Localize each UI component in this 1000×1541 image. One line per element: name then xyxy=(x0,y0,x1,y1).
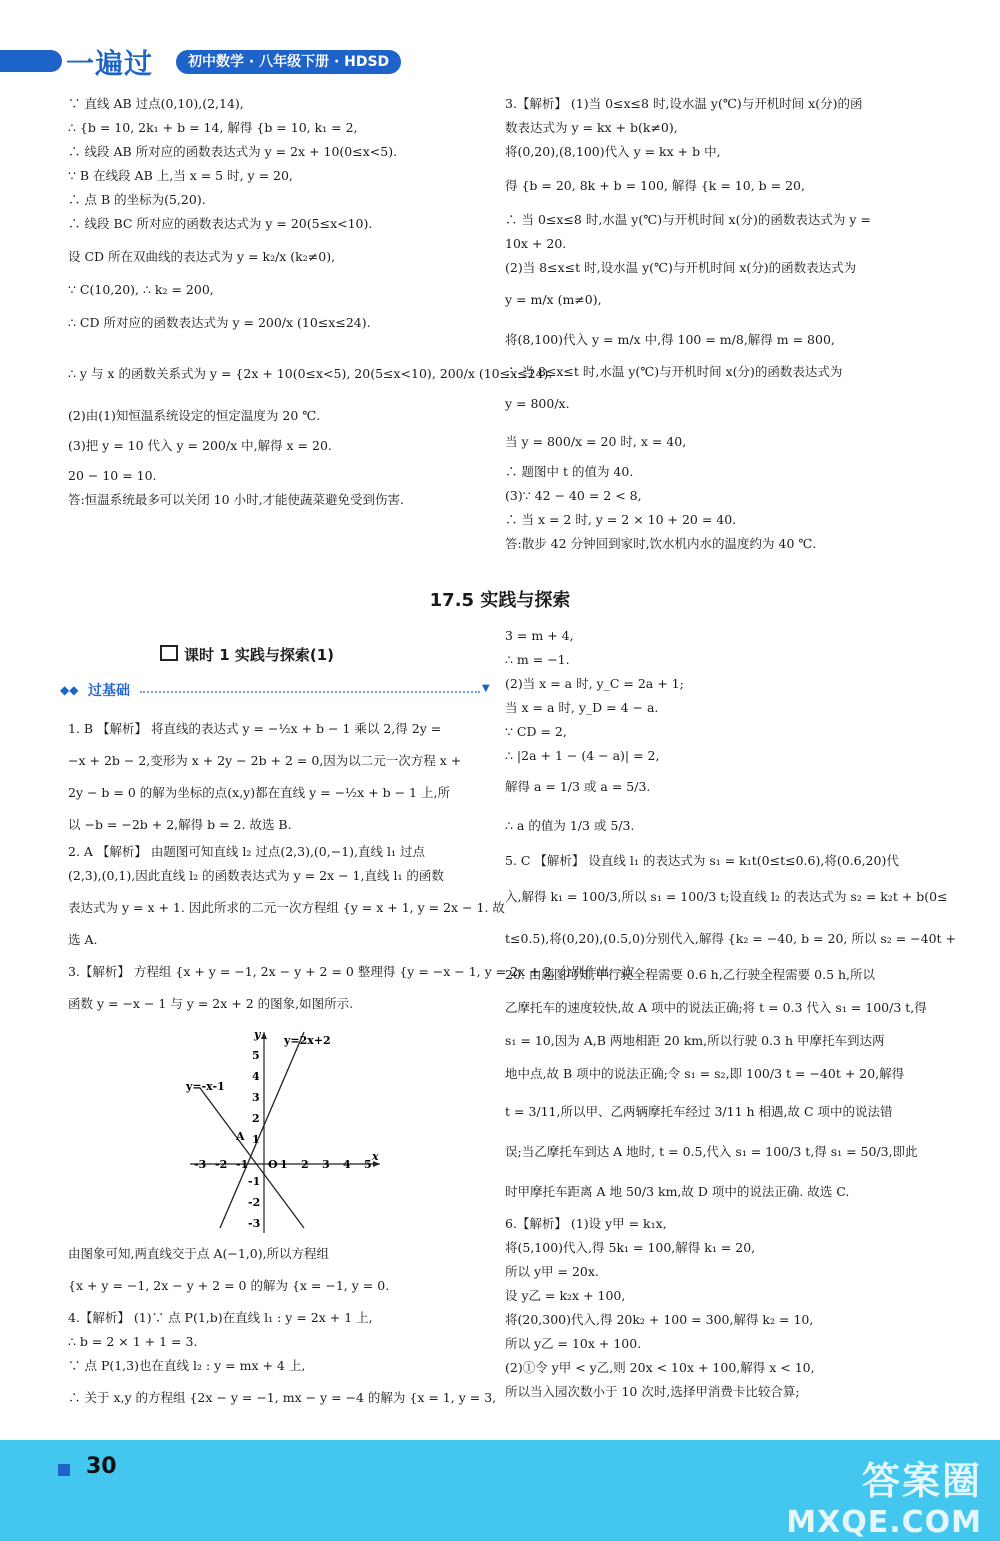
subject-badge: 初中数学 · 八年级下册 · HDSD xyxy=(176,50,401,74)
y-axis-arrow xyxy=(261,1032,267,1039)
x-tick: 1 xyxy=(280,1158,288,1171)
page-number: 30 xyxy=(86,1454,117,1479)
y-tick: 1 xyxy=(252,1133,260,1146)
text-line: 20. 由题图可知,甲行驶全程需要 0.6 h,乙行驶全程需要 0.5 h,所以 xyxy=(505,967,876,982)
text-line: t≤0.5),将(0,20),(0.5,0)分别代入,解得 {k₂ = −40, b = 20, 所以 s₂ = −40t + xyxy=(505,931,957,946)
left-bottom-solutions-2 xyxy=(68,1242,497,1418)
text-line: 4.【解析】 (1)∵ 点 P(1,b)在直线 l₁ : y = 2x + 1 上, xyxy=(68,1310,373,1325)
text-line: 数表达式为 y = kx + b(k≠0), xyxy=(505,120,678,135)
double-chevron-icon: ◆◆ xyxy=(60,683,79,697)
text-line: 6.【解析】 (1)设 y甲 = k₁x, xyxy=(505,1216,667,1231)
watermark xyxy=(786,1450,982,1540)
text-line: 设 y乙 = k₂x + 100, xyxy=(505,1288,626,1303)
right-top-solution xyxy=(505,92,945,556)
y-tick: 4 xyxy=(252,1070,260,1083)
origin-label: O xyxy=(268,1158,278,1171)
text-line: 所以 y乙 = 10x + 100. xyxy=(505,1336,642,1351)
text-line: 将(0,20),(8,100)代入 y = kx + b 中, xyxy=(505,144,721,159)
text-line: ∵ C(10,20), ∴ k₂ = 200, xyxy=(68,282,214,297)
y-tick: -1 xyxy=(248,1175,261,1188)
right-bottom-solutions xyxy=(505,624,957,1404)
text-line: ∴ 线段 BC 所对应的函数表达式为 y = 20(5≤x<10). xyxy=(68,216,373,231)
text-line: 乙摩托车的速度较快,故 A 项中的说法正确;将 t = 0.3 代入 s₁ = 100/3 t,得 xyxy=(505,1000,927,1015)
text-line: (2,3),(0,1),因此直线 l₂ 的函数表达式为 y = 2x − 1,直线 l₁ 的函数 xyxy=(68,868,444,883)
text-line: 3 = m + 4, xyxy=(505,628,574,643)
text-line: ∵ 直线 AB 过点(0,10),(2,14), xyxy=(68,96,244,111)
text-line: 表达式为 y = x + 1. 因此所求的二元一次方程组 {y = x + 1, y = 2x − 1. 故 xyxy=(68,900,505,915)
text-line: s₁ = 10,因为 A,B 两地相距 20 km,所以行驶 0.3 h 甲摩托车到达两 xyxy=(505,1033,885,1048)
y-tick: 2 xyxy=(252,1112,260,1125)
text-line: (2)①令 y甲 < y乙,则 20x < 10x + 100,解得 x < 10, xyxy=(505,1360,815,1375)
text-line: 将(20,300)代入,得 20k₂ + 100 = 300,解得 k₂ = 10, xyxy=(505,1312,814,1327)
x-tick: 4 xyxy=(343,1158,351,1171)
text-line: 5. C 【解析】 设直线 l₁ 的表达式为 s₁ = k₁t(0≤t≤0.6),将(0.6,20)代 xyxy=(505,853,899,868)
text-line: 地中点,故 B 项中的说法正确;令 s₁ = s₂,即 100/3 t = −40t + 20,解得 xyxy=(505,1066,905,1081)
text-line: 所以当入园次数小于 10 次时,选择甲消费卡比较合算; xyxy=(505,1384,800,1399)
line1-label: y=2x+2 xyxy=(284,1034,331,1047)
dotted-rule xyxy=(140,691,480,693)
x-tick-labels xyxy=(194,1158,372,1171)
y-tick: -3 xyxy=(248,1217,261,1230)
y-tick: 3 xyxy=(252,1091,260,1104)
watermark-text: 答案圈 xyxy=(861,1459,982,1503)
text-line: {x + y = −1, 2x − y + 2 = 0 的解为 {x = −1, y = 0. xyxy=(68,1278,390,1293)
watermark-url: MXQE.COM xyxy=(786,1505,982,1540)
text-line: ∴ 线段 AB 所对应的函数表达式为 y = 2x + 10(0≤x<5). xyxy=(68,144,398,159)
lesson-title-text: 课时 1 实践与探索(1) xyxy=(184,646,335,664)
text-line: 1. B 【解析】 将直线的表达式 y = −½x + b − 1 乘以 2,得 2y = xyxy=(68,721,442,736)
text-line: 将(5,100)代入,得 5k₁ = 100,解得 k₁ = 20, xyxy=(505,1240,756,1255)
header-accent-bar xyxy=(0,50,62,72)
text-line: ∴ 当 x = 2 时, y = 2 × 10 + 20 = 40. xyxy=(505,512,737,527)
text-line: 误;当乙摩托车到达 A 地时, t = 0.5,代入 s₁ = 100/3 t,得 s₁ = 50/3,即此 xyxy=(505,1144,918,1159)
y-axis-label: y xyxy=(254,1028,261,1041)
text-line: ∴ {b = 10, 2k₁ + b = 14, 解得 {b = 10, k₁ = 2, xyxy=(68,120,358,135)
text-line: ∵ 点 P(1,3)也在直线 l₂ : y = mx + 4 上, xyxy=(68,1358,306,1373)
text-line: 解得 a = 1/3 或 a = 5/3. xyxy=(505,779,651,794)
text-line: 20 − 10 = 10. xyxy=(68,468,157,483)
x-tick: 2 xyxy=(301,1158,309,1171)
y-tick: 5 xyxy=(252,1049,260,1062)
text-line: 答:恒温系统最多可以关闭 10 小时,才能使蔬菜避免受到伤害. xyxy=(68,492,405,507)
text-line: ∴ m = −1. xyxy=(505,652,570,667)
basics-divider xyxy=(60,680,490,702)
text-line: ∴ 当 0≤x≤8 时,水温 y(℃)与开机时间 x(分)的函数表达式为 y = xyxy=(505,212,871,227)
text-line: 所以 y甲 = 20x. xyxy=(505,1264,599,1279)
page-marker-icon xyxy=(58,1464,70,1476)
text-line: ∵ B 在线段 AB 上,当 x = 5 时, y = 20, xyxy=(68,168,293,183)
text-line: ∴ |2a + 1 − (4 − a)| = 2, xyxy=(505,748,660,763)
text-line: ∴ 点 B 的坐标为(5,20). xyxy=(68,192,206,207)
text-line: 10x + 20. xyxy=(505,236,567,251)
text-line: 答:散步 42 分钟回到家时,饮水机内水的温度约为 40 ℃. xyxy=(505,536,817,551)
text-line: ∴ 关于 x,y 的方程组 {2x − y = −1, mx − y = −4 的解为 {x = 1, y = 3, xyxy=(68,1390,497,1405)
text-line: y = 800/x. xyxy=(505,396,570,411)
text-line: 得 {b = 20, 8k + b = 100, 解得 {k = 10, b = 20, xyxy=(505,178,805,193)
text-line: ∴ a 的值为 1/3 或 5/3. xyxy=(505,818,635,833)
text-line: (3)把 y = 10 代入 y = 200/x 中,解得 x = 20. xyxy=(68,438,332,453)
linear-functions-graph xyxy=(180,1028,380,1238)
text-line: −x + 2b − 2,变形为 x + 2y − 2b + 2 = 0,因为以二元一次方程 x + xyxy=(68,753,462,768)
x-axis-label: x xyxy=(372,1150,379,1163)
page-header xyxy=(0,40,420,84)
text-line: 2y − b = 0 的解为坐标的点(x,y)都在直线 y = −½x + b − 1 上,所 xyxy=(68,785,450,800)
text-line: ∴ y 与 x 的函数关系式为 y = {2x + 10(0≤x<5), 20(5≤x<10), 200/x (10≤x≤24). xyxy=(68,366,553,381)
x-tick: -3 xyxy=(194,1158,207,1171)
text-line: 将(8,100)代入 y = m/x 中,得 100 = m/8,解得 m = 800, xyxy=(505,332,835,347)
x-tick: 5 xyxy=(364,1158,372,1171)
lesson-box-icon xyxy=(160,645,178,661)
basics-label: 过基础 xyxy=(88,683,130,699)
text-line: t = 3/11,所以甲、乙两辆摩托车经过 3/11 h 相遇,故 C 项中的说法错 xyxy=(505,1104,893,1119)
y-tick: -2 xyxy=(248,1196,261,1209)
point-a-label: A xyxy=(236,1130,245,1143)
text-line: ∵ CD = 2, xyxy=(505,724,567,739)
y-tick-labels xyxy=(248,1049,260,1230)
text-line: 时甲摩托车距离 A 地 50/3 km,故 D 项中的说法正确. 故选 C. xyxy=(505,1184,850,1199)
text-line: 2. A 【解析】 由题图可知直线 l₂ 过点(2,3),(0,−1),直线 l₁ 过点 xyxy=(68,844,425,859)
text-line: 由图象可知,两直线交于点 A(−1,0),所以方程组 xyxy=(68,1246,330,1261)
series-logo: 一遍过 xyxy=(66,47,154,80)
text-line: 当 x = a 时, y_D = 4 − a. xyxy=(505,700,659,715)
triangle-down-icon: ▼ xyxy=(482,683,490,694)
text-line: 以 −b = −2b + 2,解得 b = 2. 故选 B. xyxy=(68,817,292,832)
text-line: 当 y = 800/x = 20 时, x = 40, xyxy=(505,434,687,449)
text-line: ∴ 题图中 t 的值为 40. xyxy=(505,464,634,479)
line-y-2x-plus-2 xyxy=(220,1032,304,1228)
text-line: 设 CD 所在双曲线的表达式为 y = k₂/x (k₂≠0), xyxy=(68,249,336,264)
text-line: y = m/x (m≠0), xyxy=(505,292,602,307)
text-line: 选 A. xyxy=(68,932,98,947)
text-line: (2)当 8≤x≤t 时,设水温 y(℃)与开机时间 x(分)的函数表达式为 xyxy=(505,260,857,275)
x-tick: -2 xyxy=(215,1158,228,1171)
x-tick: 3 xyxy=(322,1158,330,1171)
section-title: 17.5 实践与探索 xyxy=(429,590,571,611)
text-line: 函数 y = −x − 1 与 y = 2x + 2 的图象,如图所示. xyxy=(68,996,354,1011)
page-footer xyxy=(0,1440,1000,1541)
text-line: (2)当 x = a 时, y_C = 2a + 1; xyxy=(505,676,684,691)
text-line: (3)∵ 42 − 40 = 2 < 8, xyxy=(505,488,642,503)
text-line: ∴ 当 8≤x≤t 时,水温 y(℃)与开机时间 x(分)的函数表达式为 xyxy=(505,364,843,379)
lesson-title xyxy=(160,644,334,665)
text-line: (2)由(1)知恒温系统设定的恒定温度为 20 ℃. xyxy=(68,408,321,423)
text-line: 3.【解析】 (1)当 0≤x≤8 时,设水温 y(℃)与开机时间 x(分)的函 xyxy=(505,96,863,111)
text-line: 入,解得 k₁ = 100/3,所以 s₁ = 100/3 t;设直线 l₂ 的表达式为 s₂ = k₂t + b(0≤ xyxy=(505,889,948,904)
text-line: ∴ b = 2 × 1 + 1 = 3. xyxy=(68,1334,198,1349)
text-line: 3.【解析】 方程组 {x + y = −1, 2x − y + 2 = 0 整理得 {y = −x − 1, y = 2x + 2, 分别作出一次 xyxy=(68,964,635,979)
x-tick: -1 xyxy=(236,1158,249,1171)
text-line: ∴ CD 所对应的函数表达式为 y = 200/x (10≤x≤24). xyxy=(68,315,371,330)
line2-label: y=-x-1 xyxy=(186,1080,225,1093)
